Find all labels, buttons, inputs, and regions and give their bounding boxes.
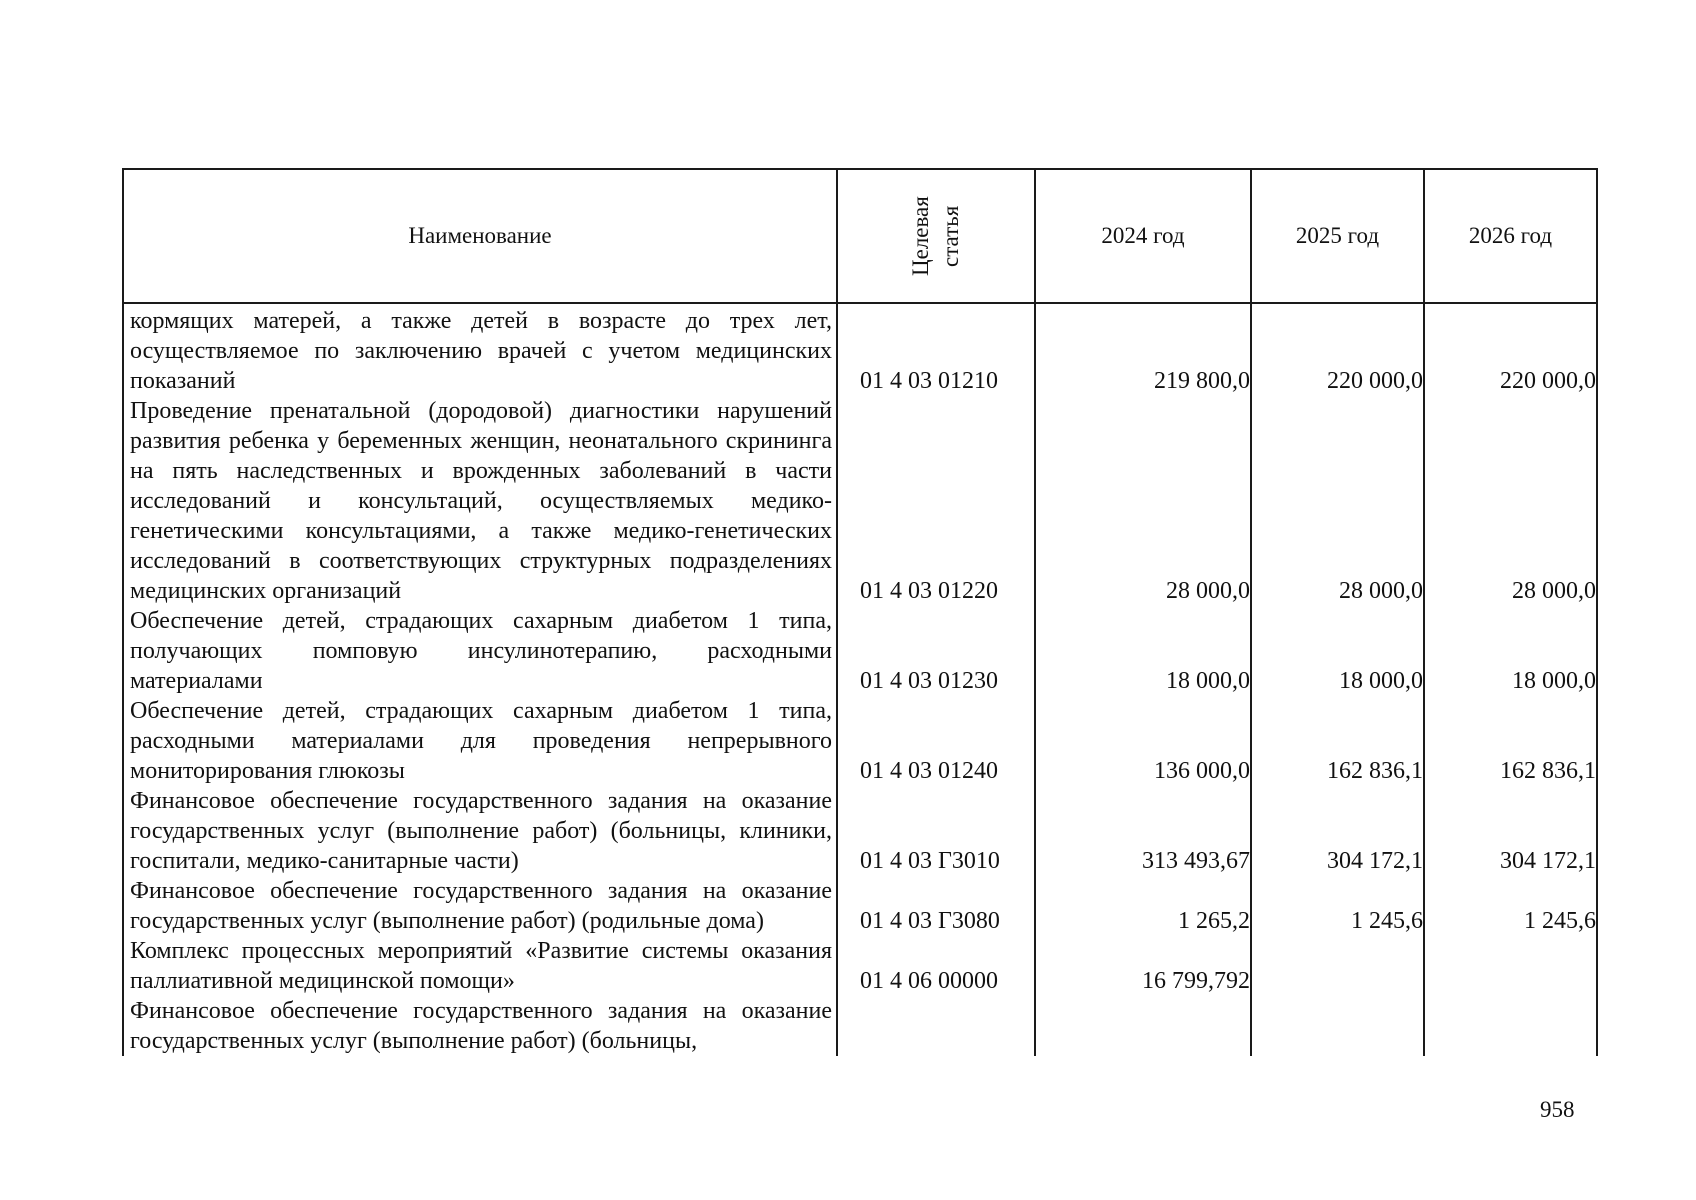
row-code: 01 4 03 01230 — [837, 606, 1035, 696]
table-row — [123, 876, 1597, 936]
row-value-2025: 304 172,1 — [1251, 786, 1424, 876]
row-value-2026 — [1424, 996, 1597, 1056]
row-value-2024: 136 000,0 — [1035, 696, 1251, 786]
table-row — [123, 606, 1597, 696]
row-name: Комплекс процессных мероприятий «Развитие системы оказания паллиативной медицинской помощи» — [123, 936, 837, 996]
row-name: Финансовое обеспечение государственного задания на оказание государственных услуг (выполнение работ) (больницы, — [123, 996, 837, 1056]
table-row — [123, 786, 1597, 876]
row-name: Обеспечение детей, страдающих сахарным диабетом 1 типа, получающих помповую инсулинотерапию, расходными материалами — [123, 606, 837, 696]
budget-table — [122, 168, 1598, 1056]
row-value-2024: 18 000,0 — [1035, 606, 1251, 696]
row-value-2025: 162 836,1 — [1251, 696, 1424, 786]
row-code: 01 4 03 01210 — [837, 303, 1035, 396]
row-value-2024: 28 000,0 — [1035, 396, 1251, 606]
table-row — [123, 396, 1597, 606]
row-value-2026 — [1424, 936, 1597, 996]
row-code — [837, 996, 1035, 1056]
row-value-2025: 28 000,0 — [1251, 396, 1424, 606]
header-target-article-label: Целевая статья — [908, 196, 963, 276]
row-value-2025: 220 000,0 — [1251, 303, 1424, 396]
row-name: кормящих матерей, а также детей в возрасте до трех лет, осуществляемое по заключению врачей с учетом медицинских показаний — [123, 303, 837, 396]
header-year-2025: 2025 год — [1251, 169, 1424, 303]
row-name: Финансовое обеспечение государственного задания на оказание государственных услуг (выполнение работ) (больницы, клиники, госпитали, медико-санитарные части) — [123, 786, 837, 876]
row-value-2026: 1 245,6 — [1424, 876, 1597, 936]
header-row — [123, 169, 1597, 303]
row-value-2025: 1 245,6 — [1251, 876, 1424, 936]
row-value-2024 — [1035, 996, 1251, 1056]
row-code: 01 4 03 01240 — [837, 696, 1035, 786]
row-code: 01 4 03 Г3010 — [837, 786, 1035, 876]
row-name: Финансовое обеспечение государственного задания на оказание государственных услуг (выполнение работ) (родильные дома) — [123, 876, 837, 936]
row-name: Проведение пренатальной (дородовой) диагностики нарушений развития ребенка у беременных женщин, неонатального скрининга на пять наследственных и врожденных заболеваний в части исследований и консультаций, осуществляемых медико-генетическими консультациями, а также медико-генетических исследований в соответствующих структурных подразделениях медицинских организаций — [123, 396, 837, 606]
row-value-2024: 313 493,67 — [1035, 786, 1251, 876]
row-value-2026: 162 836,1 — [1424, 696, 1597, 786]
row-value-2024: 1 265,2 — [1035, 876, 1251, 936]
row-code: 01 4 03 01220 — [837, 396, 1035, 606]
page-number: 958 — [1540, 1097, 1575, 1122]
row-value-2026: 28 000,0 — [1424, 396, 1597, 606]
header-year-2026: 2026 год — [1424, 169, 1597, 303]
header-target-article — [837, 169, 1035, 303]
row-value-2024: 219 800,0 — [1035, 303, 1251, 396]
header-name: Наименование — [123, 169, 837, 303]
row-value-2026: 18 000,0 — [1424, 606, 1597, 696]
table-row — [123, 696, 1597, 786]
row-value-2026: 220 000,0 — [1424, 303, 1597, 396]
table-row — [123, 996, 1597, 1056]
row-value-2025 — [1251, 996, 1424, 1056]
row-value-2026: 304 172,1 — [1424, 786, 1597, 876]
row-value-2024: 16 799,792 — [1035, 936, 1251, 996]
row-name: Обеспечение детей, страдающих сахарным диабетом 1 типа, расходными материалами для проведения непрерывного мониторирования глюкозы — [123, 696, 837, 786]
header-year-2024: 2024 год — [1035, 169, 1251, 303]
table-row — [123, 303, 1597, 396]
row-value-2025: 18 000,0 — [1251, 606, 1424, 696]
row-code: 01 4 06 00000 — [837, 936, 1035, 996]
row-value-2025 — [1251, 936, 1424, 996]
table-row — [123, 936, 1597, 996]
row-code: 01 4 03 Г3080 — [837, 876, 1035, 936]
